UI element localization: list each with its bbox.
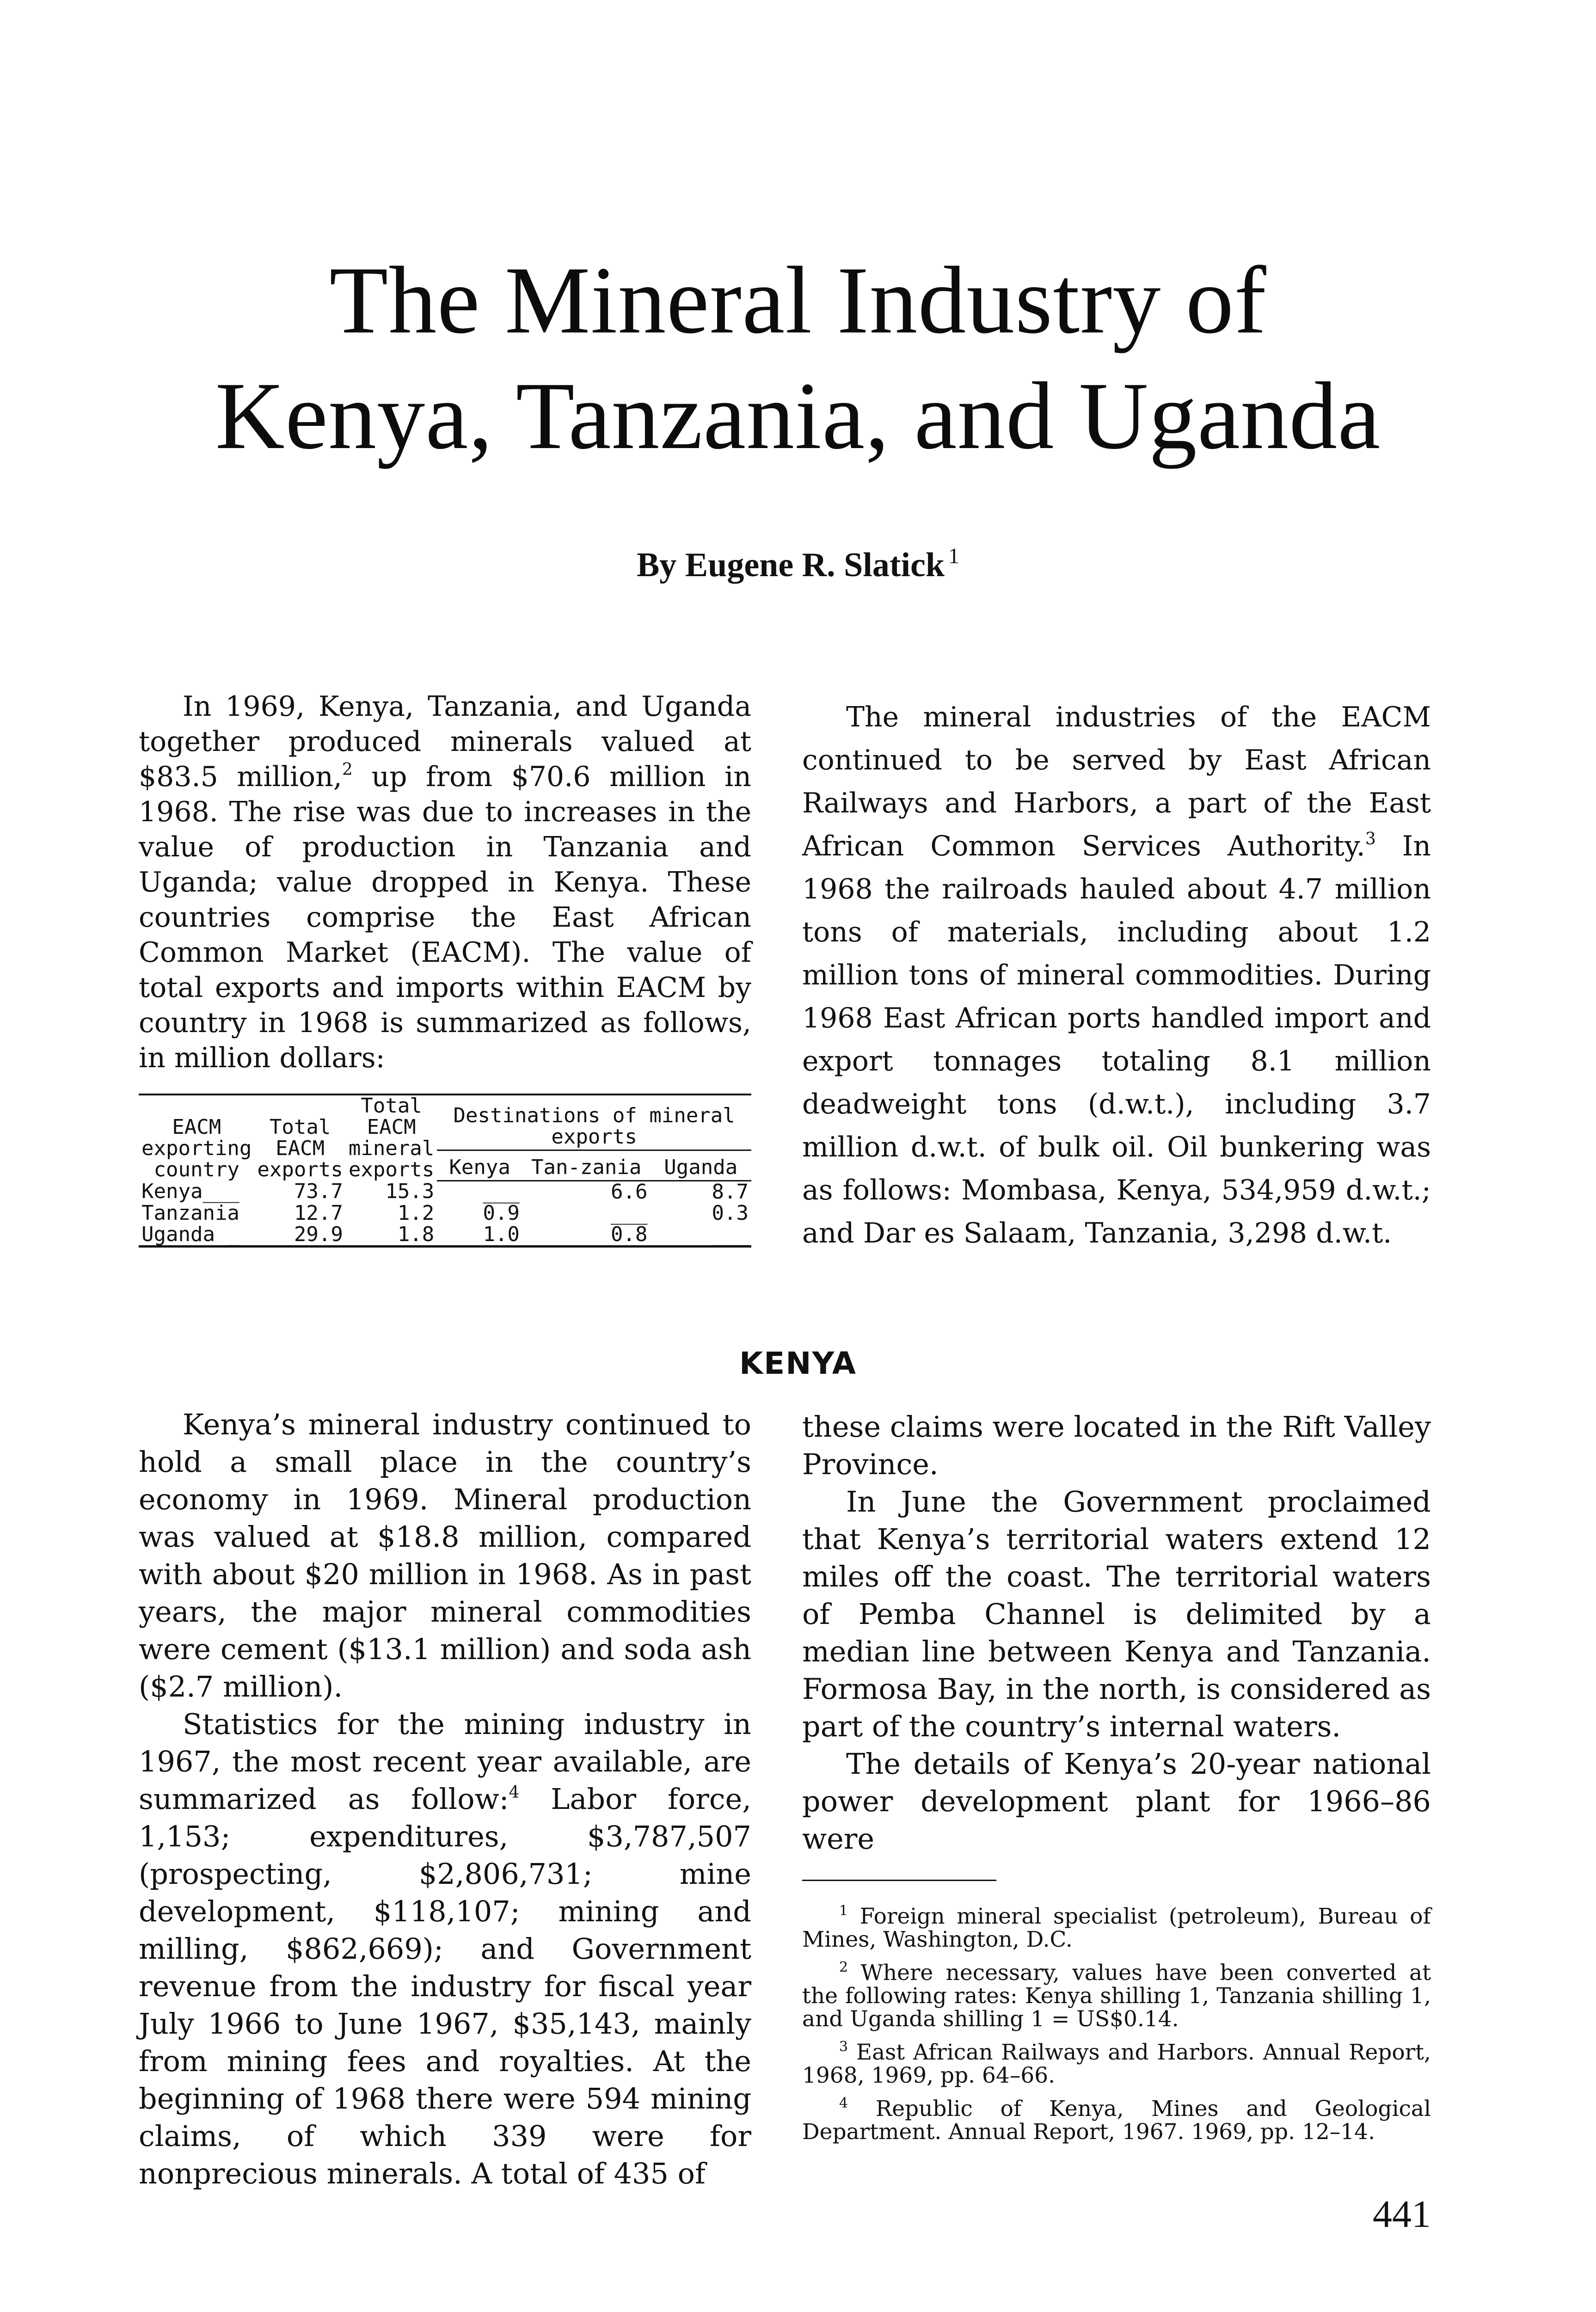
intro-right-column (802, 696, 1431, 1255)
footnote-ref-2[interactable]: 2 (342, 760, 353, 779)
cell-total: 12.7 (294, 1201, 343, 1225)
footnote-4 (802, 2097, 1431, 2144)
footnote-number: 2 (839, 1959, 848, 1975)
footnote-3 (802, 2041, 1431, 2087)
th-tanzania: Tan-zania (522, 1150, 651, 1181)
th-mineral-exports: Total EACM mineral exports (346, 1095, 437, 1181)
railways-text-a: The mineral industries of the EACM continued to be served by East African Railways and Harbors, a part of the East African Common Services Authority. (802, 701, 1431, 862)
kenya-paragraph-1: Kenya’s mineral industry continued to hold a small place in the country’s economy in 1969. Mineral production was valued at $18.8 million, compared with about $20 million in 1968. As in past years, the major mineral commodities were cement ($13.1 million) and soda ash ($2.7 million). (139, 1408, 751, 1703)
footnote-1 (802, 1905, 1431, 1951)
footnotes (802, 1905, 1431, 2154)
kenya-stats-text-a: Statistics for the mining industry in 1967, the most recent year available, are summarized as follow: (139, 1707, 751, 1816)
kenya-stats-text-b: Labor force, 1,153; expenditures, $3,787,507 (prospecting, $2,806,731; mine development, $118,107; mining and milling, $862,669); and Government revenue from the industry for fiscal year July 1966 to June 1967, $35,143, mainly from mining fees and royalties. At the beginning of 1968 there were 594 mining claims, of which 339 were for nonprecious minerals. A total of 435 of (139, 1782, 751, 2190)
footnote-number: 3 (839, 2039, 848, 2055)
author: By Eugene R. Slatick (636, 546, 945, 584)
intro-left-column (139, 689, 751, 1076)
title-line-2: Kenya, Tanzania, and Uganda (215, 363, 1381, 469)
cell-tanzania: 0.8 (522, 1224, 651, 1247)
railways-paragraph (802, 696, 1431, 1255)
cell-country: Tanzania (141, 1201, 239, 1225)
kenya-left-column (139, 1406, 751, 2192)
table-row (139, 1224, 751, 1247)
th-country: EACM exporting country (139, 1095, 254, 1181)
kenya-right-column (802, 1408, 1431, 1857)
kenya-paragraph-power: The details of Kenya’s 20-year national power development plant for 1966–86 were (802, 1747, 1431, 1856)
th-uganda: Uganda (650, 1150, 751, 1181)
page-number: 441 (1373, 2193, 1431, 2236)
section-heading-kenya: KENYA (739, 1346, 857, 1381)
th-total-exports: Total EACM exports (254, 1095, 345, 1181)
footnote-text: Foreign mineral specialist (petroleum), Bureau of Mines, Washington, D.C. (802, 1904, 1431, 1952)
cell-mineral: 1.2 (397, 1201, 435, 1225)
cell-country: Kenya___ (141, 1179, 239, 1203)
cell-uganda: 8.7 (712, 1180, 749, 1204)
cell-kenya: 1.0 (437, 1224, 522, 1247)
footnote-text: East African Railways and Harbors. Annual Report, 1968, 1969, pp. 64–66. (802, 2040, 1431, 2088)
footnote-text: Republic of Kenya, Mines and Geological Department. Annual Report, 1967. 1969, pp. 12–14. (802, 2096, 1431, 2145)
th-destinations: Destinations of mineral exports (437, 1095, 751, 1148)
cell-total: 29.9 (254, 1224, 345, 1247)
cell-tanzania: 6.6 (610, 1180, 648, 1204)
exports-table (139, 1094, 751, 1248)
footnote-ref-4[interactable]: 4 (509, 1783, 520, 1802)
cell-mineral: 15.3 (385, 1179, 435, 1203)
title-line-1: The Mineral Industry of (329, 247, 1267, 353)
kenya-paragraph-waters: In June the Government proclaimed that Kenya’s territorial waters extend 12 miles off the coast. The territorial waters of Pemba Channel is delimited by a median line between Kenya and Tanzania. Formosa Bay, in the north, is considered as part of the country’s internal waters. (802, 1485, 1431, 1743)
footnote-number: 1 (839, 1903, 848, 1919)
cell-tanzania: ___ (610, 1201, 648, 1225)
cell-mineral: 1.8 (346, 1224, 437, 1247)
intro-text-a: In 1969, Kenya, Tanzania, and Uganda together produced minerals valued at $83.5 million, (139, 690, 751, 793)
railways-text-b: In 1968 the railroads hauled about 4.7 million tons of materials, including about 1.2 million tons of mineral commodities. During 1968 East African ports handled import and export tonnages totaling 8.1 million deadweight tons (d.w.t.), including 3.7 million d.w.t. of bulk oil. Oil bunkering was as follows: Mombasa, Kenya, 534,959 d.w.t.; and Dar es Salaam, Tanzania, 3,298 d.w.t. (802, 830, 1431, 1249)
footnote-ref-3[interactable]: 3 (1365, 830, 1376, 849)
footnote-2 (802, 1959, 1431, 2032)
cell-kenya: 0.9 (483, 1201, 520, 1225)
footnote-number: 4 (839, 2095, 848, 2111)
cell-uganda: ___ (650, 1224, 751, 1247)
kenya-paragraph-continued: these claims were located in the Rift Valley Province. (802, 1410, 1431, 1481)
byline (0, 543, 1596, 585)
cell-kenya: ___ (483, 1180, 520, 1204)
kenya-paragraph-2 (139, 1705, 751, 2192)
footnote-divider (802, 1880, 996, 1881)
cell-uganda: 0.3 (712, 1201, 749, 1225)
intro-paragraph (139, 689, 751, 1076)
th-kenya: Kenya (437, 1150, 522, 1181)
cell-country: Uganda _ (139, 1224, 254, 1247)
table-row (139, 1181, 751, 1203)
table-row (139, 1203, 751, 1224)
footnote-text: Where necessary, values have been converted at the following rates: Kenya shilling 1, Tanzania shilling 1, and Uganda shilling 1 = US$0.14. (802, 1960, 1431, 2032)
byline-footnote-ref[interactable]: 1 (948, 544, 960, 568)
intro-text-b: up from $70.6 million in 1968. The rise was due to increases in the value of production in Tanzania and Uganda; value dropped in Kenya. These countries comprise the East African Common Market (EACM). The value of total exports and imports within EACM by country in 1968 is summarized as follows, in million dollars: (139, 761, 751, 1074)
cell-total: 73.7 (294, 1179, 343, 1203)
